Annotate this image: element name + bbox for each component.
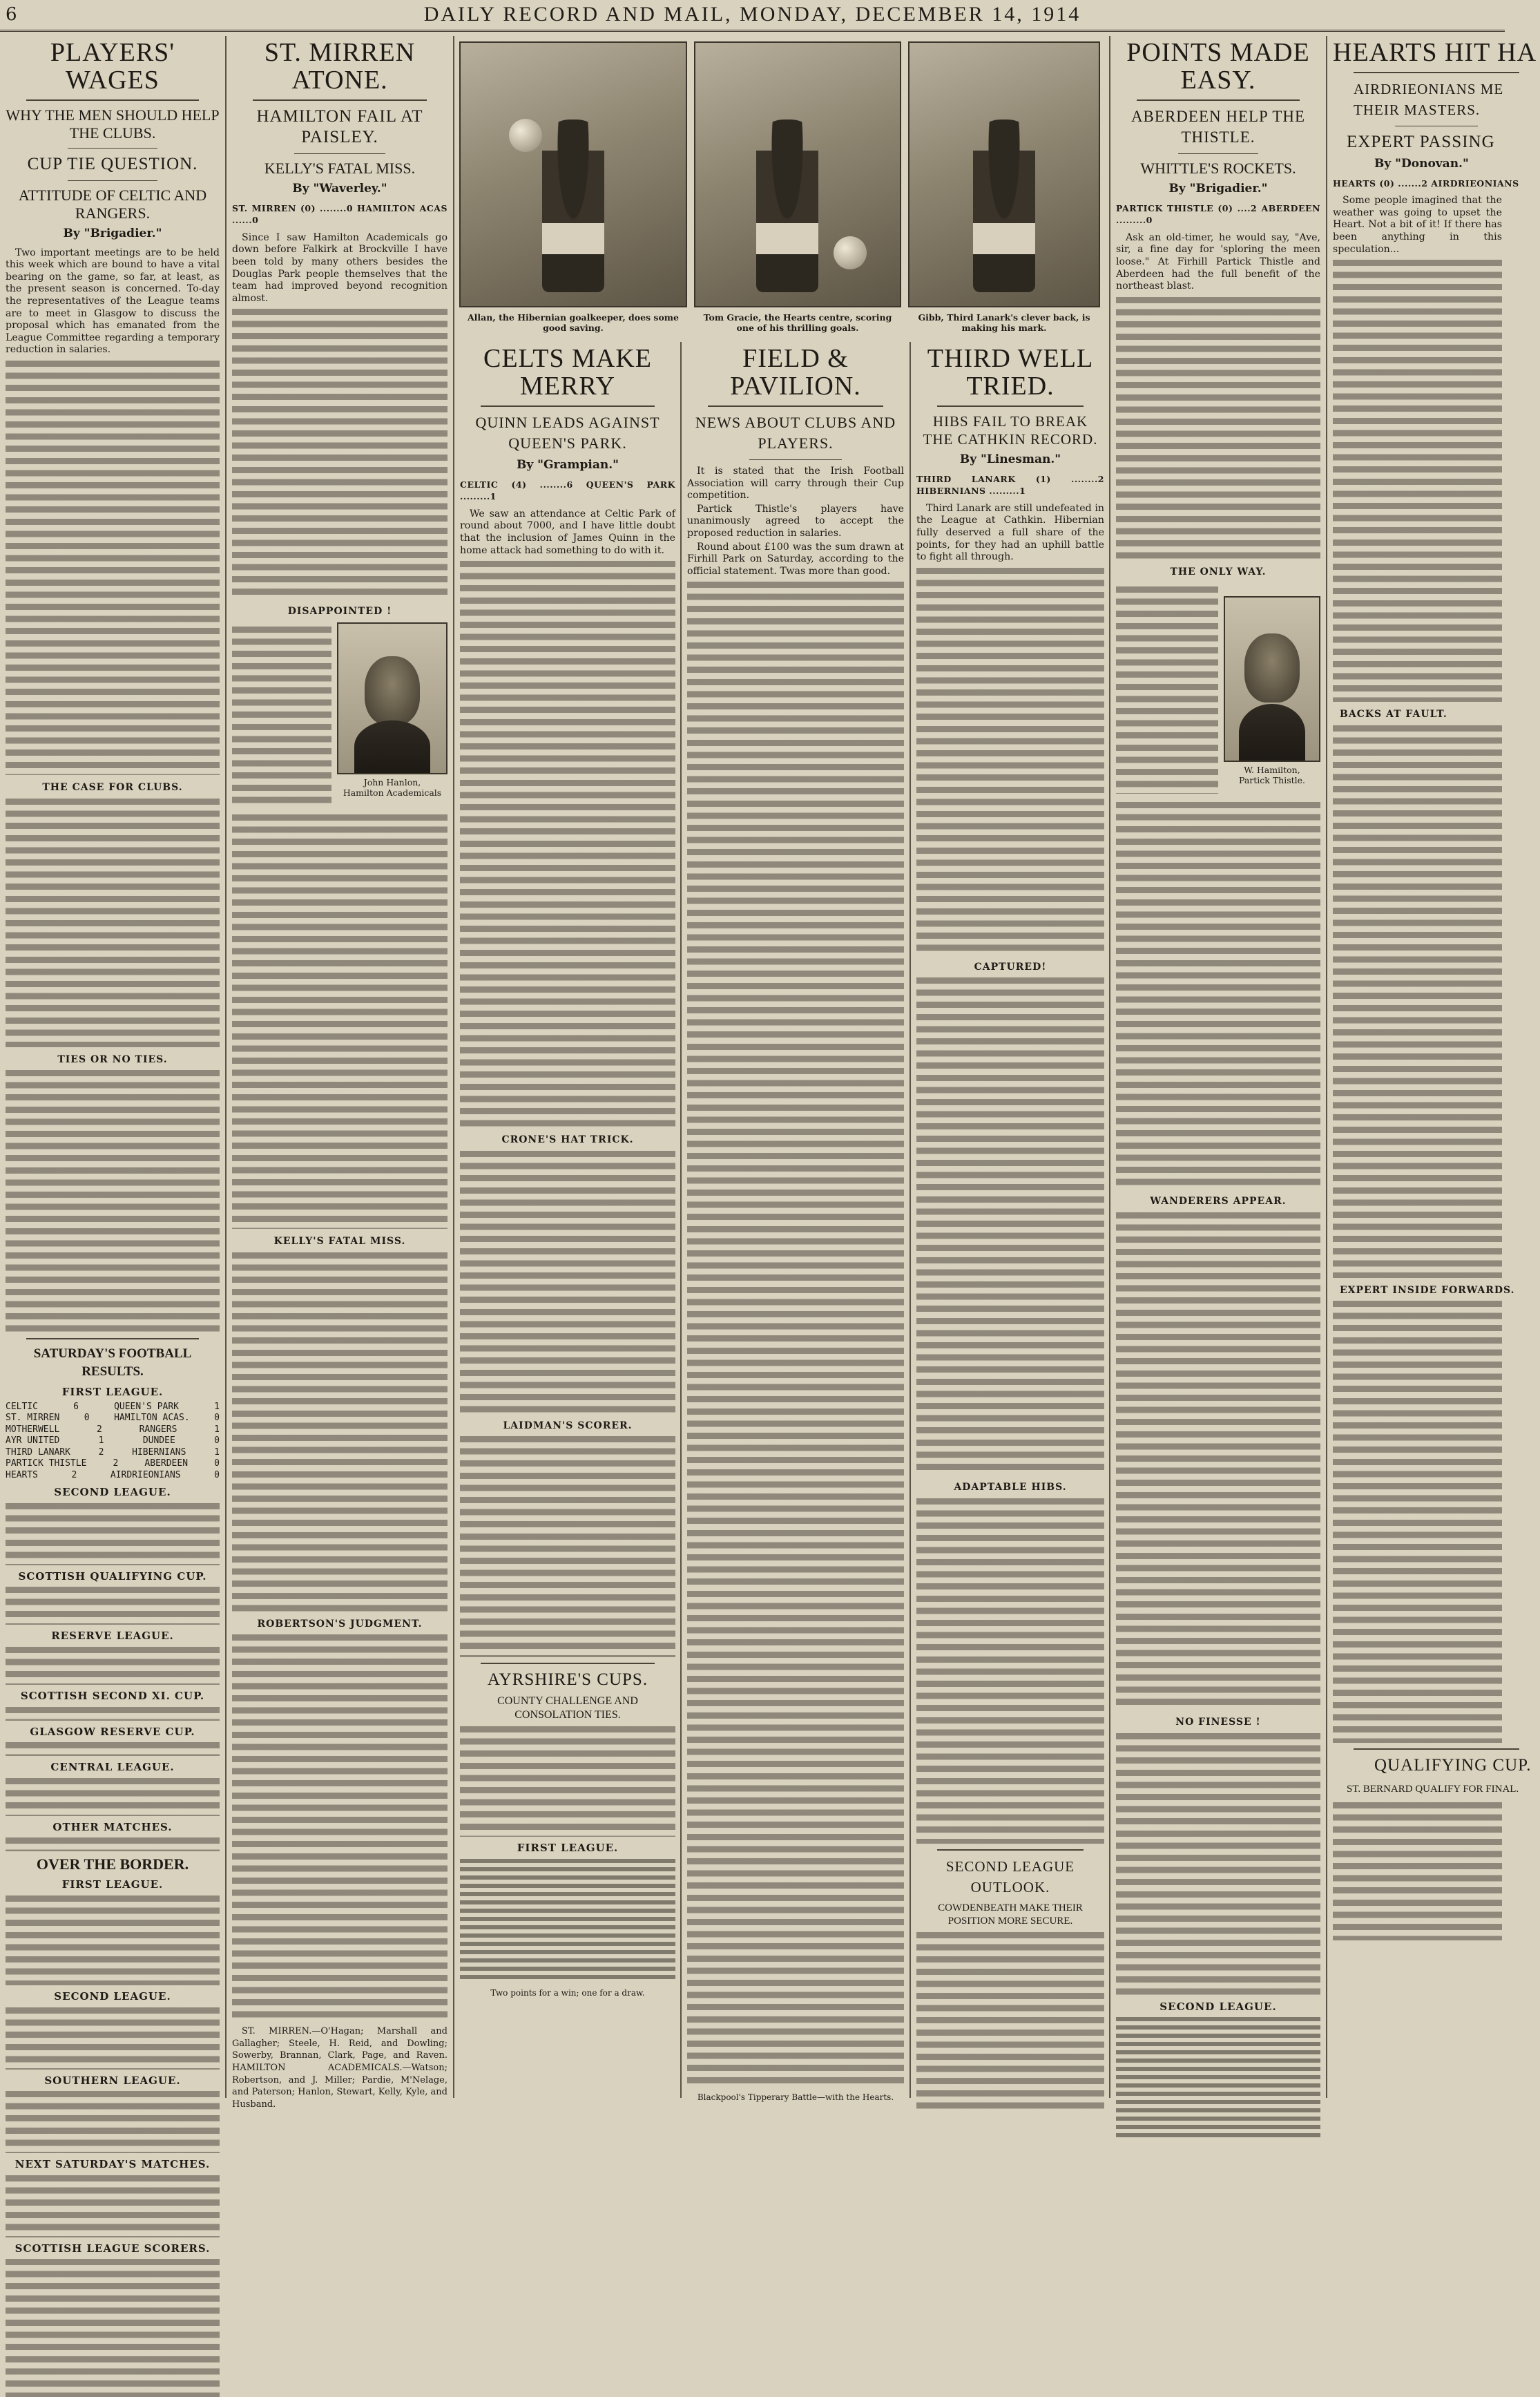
portrait-block bbox=[232, 622, 447, 810]
article-body-text bbox=[460, 1436, 675, 1657]
headline-st-mirren-atone: ST. MIRREN ATONE. bbox=[264, 38, 416, 95]
result-row bbox=[6, 1470, 220, 1482]
home-score: 2 bbox=[71, 1469, 77, 1480]
scoreline: THIRD LANARK (1) ........2 HIBERNIANS .........1 bbox=[916, 473, 1104, 497]
divider bbox=[68, 148, 157, 149]
article-paragraph: Round about £100 was the sum drawn at Firhill Park on Saturday, according to the official statement. Twas more than good. bbox=[687, 541, 904, 577]
portrait-frame bbox=[337, 622, 447, 802]
divider bbox=[26, 99, 199, 101]
table-note: Two points for a win; one for a draw. bbox=[490, 1987, 645, 1998]
article-paragraph: Two important meetings are to be held this week which are bound to have a vital bearing on the game, so far, at least, as the present season is concerned. To-day the representatives of the League teams are to meet in Glasgow to discuss the proposal which has emanated from the League Committee regarding a temporary reduction in salaries. bbox=[6, 247, 220, 356]
away-score: 1 bbox=[214, 1401, 220, 1412]
byline: By "Waverley." bbox=[292, 182, 387, 195]
column-st-mirren bbox=[232, 36, 447, 2110]
headline-qualifying-cup: QUALIFYING CUP. bbox=[1374, 1756, 1532, 1775]
article-body-text bbox=[6, 799, 220, 1047]
column-field-pavilion bbox=[687, 342, 904, 2103]
subhead-backs-at-fault: BACKS AT FAULT. bbox=[1340, 709, 1447, 720]
article-body-text bbox=[1116, 1733, 1320, 1996]
subhead-crone: CRONE'S HAT TRICK. bbox=[501, 1134, 634, 1146]
results-text bbox=[6, 1503, 220, 1565]
result-row bbox=[6, 1458, 220, 1470]
headline-third-well-tried: THIRD WELL TRIED. bbox=[927, 344, 1094, 401]
results-text bbox=[6, 1647, 220, 1685]
subhead-case-for-clubs: THE CASE FOR CLUBS. bbox=[42, 781, 183, 793]
article-body-text bbox=[687, 582, 904, 2088]
photo-gibb bbox=[908, 41, 1100, 307]
home-team: MOTHERWELL bbox=[6, 1424, 60, 1435]
divider bbox=[1178, 153, 1258, 154]
results-text bbox=[6, 2175, 220, 2237]
column-rule bbox=[909, 342, 911, 2098]
article-paragraph: Ask an old-timer, he would say, "Ave, sir, a fine day for 'sploring the meen loose." At Firhill Partick Thistle and Aberdeen had the full benefit of the northeast blast. bbox=[1116, 231, 1320, 292]
article-body-text bbox=[232, 814, 447, 1229]
results-text bbox=[6, 1742, 220, 1756]
deck-expert-passing: EXPERT PASSING bbox=[1347, 133, 1495, 151]
deck-news-about-clubs: NEWS ABOUT CLUBS AND PLAYERS. bbox=[695, 414, 896, 452]
home-score: 2 bbox=[97, 1424, 102, 1435]
results-text bbox=[6, 2259, 220, 2397]
article-body-text bbox=[916, 1498, 1104, 1844]
subhead-disappointed: DISAPPOINTED ! bbox=[287, 606, 392, 618]
deck-whittles-rockets: WHITTLE'S ROCKETS. bbox=[1140, 160, 1296, 177]
article-body-text bbox=[232, 1634, 447, 2021]
league-heading: SOUTHERN LEAGUE. bbox=[44, 2074, 181, 2087]
photo-caption: Gibb, Third Lanark's clever back, is making his mark. bbox=[918, 312, 1090, 333]
league-heading: NEXT SATURDAY'S MATCHES. bbox=[15, 2158, 211, 2171]
deck-airdrieonians: AIRDRIEONIANS ME THEIR MASTERS. bbox=[1354, 81, 1504, 118]
team-lineups: ST. MIRREN.—O'Hagan; Marshall and Gallagher; Steele, H. Reid, and Dowling; Sowerby, Brannan, Clark, Page, and Raven. HAMILTON ACADEMICALS.—Watson; Robertson, and J. Miller; Pardie, M'Nelage, and Paterson; Hanlon, Stewart, Kelly, Kyle, and Husband. bbox=[232, 2026, 447, 2110]
article-body-text bbox=[1116, 297, 1320, 560]
headline-second-league-outlook: SECOND LEAGUE OUTLOOK. bbox=[945, 1858, 1075, 1895]
results-text bbox=[6, 2007, 220, 2070]
portrait-caption bbox=[337, 777, 447, 798]
results-text bbox=[6, 1707, 220, 1721]
byline: By "Brigadier." bbox=[1168, 182, 1268, 195]
player-figure bbox=[756, 120, 818, 292]
article-body-text bbox=[460, 1151, 675, 1413]
subhead-robertson: ROBERTSON'S JUDGMENT. bbox=[257, 1618, 423, 1630]
home-team: CELTIC bbox=[6, 1401, 38, 1412]
portrait-body bbox=[1239, 704, 1305, 761]
result-row bbox=[6, 1413, 220, 1424]
results-text bbox=[6, 1587, 220, 1625]
home-score: 1 bbox=[98, 1435, 104, 1446]
article-body-text bbox=[232, 1252, 447, 1612]
column-rule bbox=[453, 36, 454, 2098]
headline-hearts-hit: HEARTS HIT HA bbox=[1333, 38, 1537, 67]
league-heading: SECOND LEAGUE. bbox=[54, 1989, 171, 2003]
article-body-text bbox=[1333, 725, 1502, 1278]
subhead-kelly: KELLY'S FATAL MISS. bbox=[273, 1235, 406, 1247]
league-heading: CENTRAL LEAGUE. bbox=[50, 1761, 175, 1774]
home-team: HEARTS bbox=[6, 1469, 38, 1480]
away-team: QUEEN'S PARK bbox=[114, 1401, 179, 1412]
article-paragraph: We saw an attendance at Celtic Park of round about 7000, and I have little doubt that the inclusion of James Quinn in the home attack had something to do with it. bbox=[460, 508, 675, 556]
league-heading: FIRST LEAGUE. bbox=[61, 1386, 164, 1399]
away-score: 0 bbox=[214, 1458, 220, 1469]
article-body-text bbox=[232, 309, 447, 599]
byline: By "Grampian." bbox=[517, 458, 619, 472]
portrait-block bbox=[1116, 582, 1320, 798]
home-team: PARTICK THISTLE bbox=[6, 1458, 87, 1469]
article-body-text bbox=[232, 627, 331, 806]
portrait-caption-club: Partick Thistle. bbox=[1238, 775, 1306, 786]
deck-quinn-leads: QUINN LEADS AGAINST QUEEN'S PARK. bbox=[475, 414, 660, 452]
result-row bbox=[6, 1402, 220, 1413]
divider bbox=[1354, 72, 1519, 73]
article-paragraph: Since I saw Hamilton Academicals go down before Falkirk at Brockville I have been told by many others besides the Douglas Park people themselves that the team had improved beyond recognition almost. bbox=[232, 231, 447, 304]
photo-caption: Tom Gracie, the Hearts centre, scoring one of his thrilling goals. bbox=[703, 312, 892, 333]
bottom-note: Blackpool's Tipperary Battle—with the Hearts. bbox=[697, 2092, 894, 2103]
over-the-border-title: OVER THE BORDER. bbox=[36, 1855, 189, 1873]
home-team: AYR UNITED bbox=[6, 1435, 60, 1446]
home-score: 0 bbox=[84, 1413, 90, 1424]
portrait-head bbox=[365, 656, 420, 725]
column-celts-make-merry bbox=[460, 342, 675, 2097]
home-score: 2 bbox=[98, 1446, 104, 1458]
deck-county-challenge: COUNTY CHALLENGE AND CONSOLATION TIES. bbox=[497, 1695, 638, 1721]
divider bbox=[749, 459, 842, 460]
league-heading: OTHER MATCHES. bbox=[52, 1820, 173, 1833]
table-title: SECOND LEAGUE. bbox=[1159, 2000, 1277, 2013]
results-text bbox=[6, 2091, 220, 2153]
headline-celts-make-merry: CELTS MAKE MERRY bbox=[483, 344, 652, 401]
portrait-caption bbox=[1224, 765, 1320, 785]
portrait-w-hamilton bbox=[1224, 596, 1320, 762]
results-title: SATURDAY'S FOOTBALL RESULTS. bbox=[33, 1346, 192, 1379]
scoreline: ST. MIRREN (0) ........0 HAMILTON ACAS ......0 bbox=[232, 202, 447, 226]
league-heading: GLASGOW RESERVE CUP. bbox=[30, 1725, 195, 1738]
column-rule bbox=[680, 342, 682, 2098]
byline: By "Brigadier." bbox=[63, 227, 162, 240]
away-score: 0 bbox=[214, 1469, 220, 1480]
league-heading: SCOTTISH LEAGUE SCORERS. bbox=[15, 2242, 211, 2255]
subhead-the-only-way: THE ONLY WAY. bbox=[1170, 566, 1267, 577]
player-figure bbox=[973, 120, 1035, 292]
deck-cowdenbeath: COWDENBEATH MAKE THEIR POSITION MORE SECURE. bbox=[938, 1902, 1083, 1927]
divider bbox=[937, 1849, 1084, 1851]
article-body-text bbox=[460, 561, 675, 1127]
divider bbox=[253, 99, 427, 101]
league-heading: SCOTTISH QUALIFYING CUP. bbox=[18, 1569, 207, 1583]
results-text bbox=[6, 1895, 220, 1985]
article-body-text bbox=[1116, 1212, 1320, 1710]
photo-tom-gracie bbox=[694, 41, 901, 307]
football bbox=[834, 236, 867, 269]
column-players-wages bbox=[6, 36, 220, 2255]
away-team: ABERDEEN bbox=[144, 1458, 189, 1469]
result-row bbox=[6, 1424, 220, 1436]
portrait-caption-name: John Hanlon, bbox=[363, 776, 421, 787]
article-body-text bbox=[916, 568, 1104, 955]
column-hearts-hit bbox=[1333, 36, 1537, 2098]
column-third-well-tried bbox=[916, 342, 1104, 2097]
column-rule bbox=[1109, 36, 1110, 2098]
column-rule bbox=[1326, 36, 1327, 2098]
divider bbox=[481, 405, 655, 407]
league-heading: RESERVE LEAGUE. bbox=[51, 1630, 174, 1643]
headline-ayrshire-cups: AYRSHIRE'S CUPS. bbox=[487, 1670, 648, 1690]
home-team: ST. MIRREN bbox=[6, 1413, 60, 1424]
deck-cup-tie-question: CUP TIE QUESTION. bbox=[27, 155, 198, 173]
away-score: 0 bbox=[214, 1435, 220, 1446]
subhead-expert-inside-forwards: EXPERT INSIDE FORWARDS. bbox=[1340, 1284, 1515, 1296]
column-points-made-easy bbox=[1116, 36, 1320, 2098]
home-score: 6 bbox=[73, 1401, 79, 1412]
home-team: THIRD LANARK bbox=[6, 1446, 70, 1458]
article-body-text bbox=[1116, 802, 1320, 1189]
divider bbox=[708, 405, 883, 407]
article-body-text bbox=[6, 1070, 220, 1333]
column-inner bbox=[1333, 39, 1540, 1940]
portrait-john-hanlon bbox=[337, 622, 447, 774]
article-body-text bbox=[460, 1726, 675, 1837]
away-score: 1 bbox=[214, 1446, 220, 1458]
scoreline: CELTIC (4) ........6 QUEEN'S PARK .........1 bbox=[460, 479, 675, 502]
away-score: 0 bbox=[214, 1413, 220, 1424]
masthead bbox=[0, 0, 1505, 32]
portrait-caption-club: Hamilton Academicals bbox=[343, 787, 442, 798]
article-body-text bbox=[1333, 1802, 1502, 1940]
away-score: 1 bbox=[214, 1424, 220, 1435]
subhead-adaptable-hibs: ADAPTABLE HIBS. bbox=[954, 1482, 1067, 1493]
article-paragraph: Some people imagined that the weather was going to upset the Heart. Not a bit of it! If there has been anything in this speculation... bbox=[1333, 195, 1502, 255]
divider bbox=[1137, 99, 1300, 101]
portrait-frame bbox=[1224, 582, 1320, 790]
subhead-no-finesse: NO FINESSE ! bbox=[1175, 1716, 1261, 1728]
byline: By "Linesman." bbox=[959, 452, 1061, 466]
deck-hibs-fail: HIBS FAIL TO BREAK THE CATHKIN RECORD. bbox=[923, 413, 1098, 448]
article-paragraph: It is stated that the Irish Football Association will carry through their Cup competition. bbox=[687, 466, 904, 502]
away-team: DUNDEE bbox=[142, 1435, 175, 1446]
article-body-text bbox=[916, 977, 1104, 1475]
deck-hamilton-fail: HAMILTON FAIL AT PAISLEY. bbox=[256, 107, 423, 146]
away-team: HIBERNIANS bbox=[132, 1446, 186, 1458]
subhead-wanderers-appear: WANDERERS APPEAR. bbox=[1150, 1196, 1287, 1207]
league-table bbox=[460, 1859, 675, 1983]
away-team: RANGERS bbox=[139, 1424, 177, 1435]
result-row bbox=[6, 1447, 220, 1459]
byline: By "Donovan." bbox=[1374, 157, 1469, 171]
headline-points-made-easy: POINTS MADE EASY. bbox=[1126, 38, 1310, 95]
deck-why-men-should-help: WHY THE MEN SHOULD HELP THE CLUBS. bbox=[6, 106, 220, 142]
article-paragraph: Third Lanark are still undefeated in the League at Cathkin. Hibernian fully deserved a full share of the points, for they had an uphill battle to fight all through. bbox=[916, 502, 1104, 563]
football bbox=[509, 119, 542, 152]
column-rule bbox=[225, 36, 227, 2098]
deck-kellys-fatal-miss: KELLY'S FATAL MISS. bbox=[264, 160, 416, 177]
article-body-text bbox=[1333, 1301, 1502, 1743]
article-body-text bbox=[1116, 586, 1218, 794]
headline-players-wages: PLAYERS' WAGES bbox=[50, 38, 175, 95]
deck-st-bernard-qualify: ST. BERNARD QUALIFY FOR FINAL. bbox=[1347, 1784, 1519, 1795]
scoreline: HEARTS (0) .......2 AIRDRIEONIANS bbox=[1333, 178, 1519, 189]
photo-allan-goalkeeper bbox=[459, 41, 687, 307]
league-heading: FIRST LEAGUE. bbox=[61, 1878, 164, 1891]
portrait-body bbox=[354, 720, 430, 773]
divider bbox=[481, 1663, 655, 1664]
portrait-caption-name: W. Hamilton, bbox=[1244, 765, 1300, 776]
divider bbox=[26, 1338, 199, 1339]
away-team: AIRDRIEONIANS bbox=[110, 1469, 181, 1480]
headline-field-pavilion: FIELD & PAVILION. bbox=[730, 344, 861, 401]
league-heading: SECOND LEAGUE. bbox=[54, 1486, 171, 1499]
article-body-text bbox=[916, 1932, 1104, 2112]
table-title: FIRST LEAGUE. bbox=[517, 1842, 619, 1855]
deck-attitude-celtic-rangers: ATTITUDE OF CELTIC AND RANGERS. bbox=[18, 187, 207, 222]
photo-caption: Allan, the Hibernian goalkeeper, does some good saving. bbox=[467, 312, 679, 333]
subhead-ties-or-no-ties: TIES OR NO TIES. bbox=[57, 1053, 168, 1065]
league-table bbox=[1116, 2017, 1320, 2141]
subhead-captured: CAPTURED! bbox=[974, 961, 1047, 973]
portrait-head bbox=[1244, 633, 1300, 703]
results-table bbox=[6, 1402, 220, 1482]
subhead-laidman: LAIDMAN'S SCORER. bbox=[503, 1420, 633, 1431]
player-figure bbox=[542, 120, 604, 292]
article-body-text bbox=[1333, 260, 1502, 702]
divider bbox=[937, 405, 1084, 407]
results-text bbox=[6, 1837, 220, 1851]
divider bbox=[1354, 1748, 1519, 1750]
article-paragraph: Partick Thistle's players have unanimously agreed to accept the proposed reduction in salaries. bbox=[687, 503, 904, 539]
home-score: 2 bbox=[113, 1458, 119, 1469]
photo-row bbox=[459, 41, 1101, 332]
divider bbox=[68, 180, 157, 181]
league-heading: SCOTTISH SECOND XI. CUP. bbox=[20, 1690, 205, 1702]
away-team: HAMILTON ACAS. bbox=[114, 1413, 190, 1424]
scoreline: PARTICK THISTLE (0) ....2 ABERDEEN .........0 bbox=[1116, 202, 1320, 226]
page-number: 6 bbox=[6, 4, 17, 25]
results-text bbox=[6, 1778, 220, 1816]
divider bbox=[294, 153, 385, 154]
deck-aberdeen-help: ABERDEEN HELP THE THISTLE. bbox=[1130, 108, 1306, 146]
result-row bbox=[6, 1435, 220, 1447]
article-body-text bbox=[6, 361, 220, 775]
newspaper-title: DAILY RECORD AND MAIL, MONDAY, DECEMBER 14, 1914 bbox=[423, 3, 1081, 26]
